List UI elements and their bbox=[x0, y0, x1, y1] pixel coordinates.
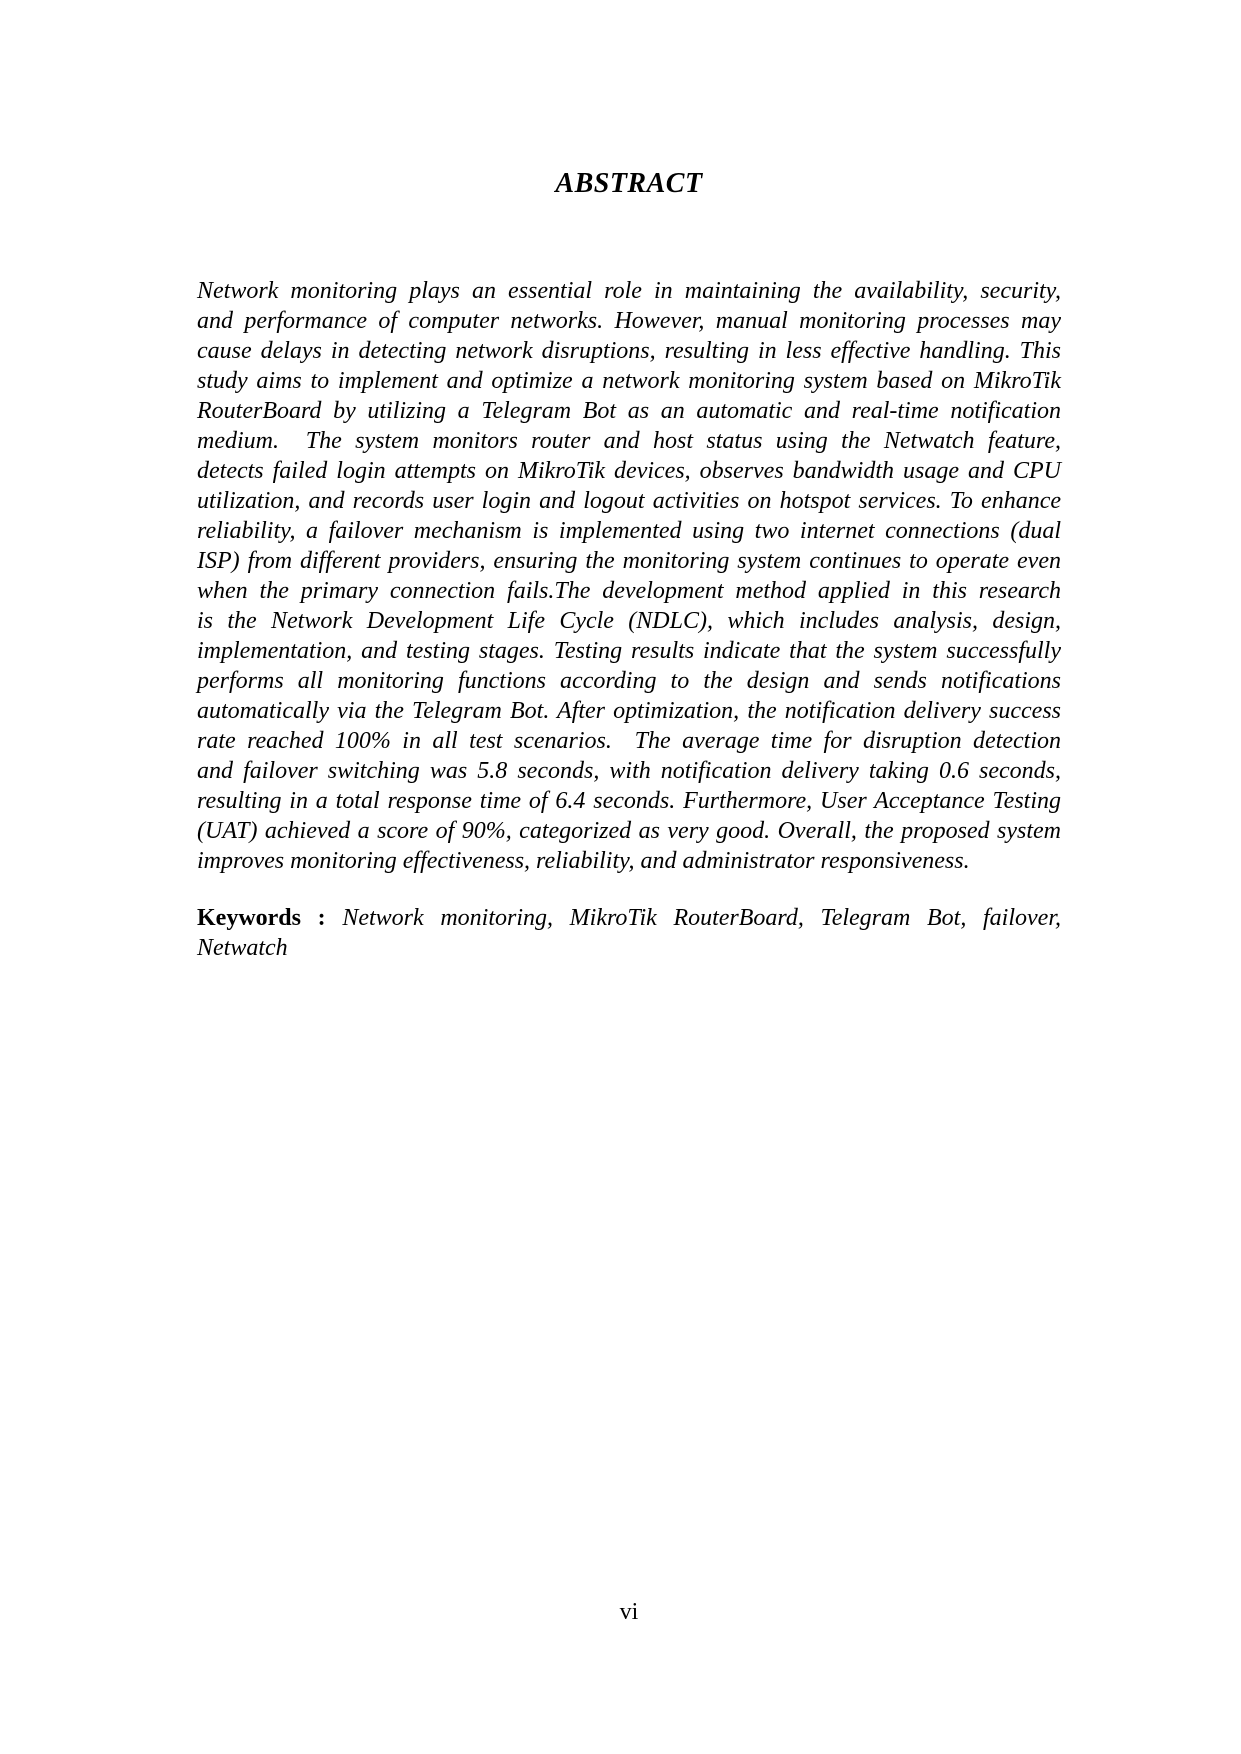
paragraph-line: (UAT) achieved a score of 90%, categorized as very good. Overall, the proposed system bbox=[197, 818, 1061, 844]
paragraph-line: performs all monitoring functions according to the design and sends notifications bbox=[197, 668, 1061, 694]
paragraph-line: reliability, a failover mechanism is implemented using two internet connections (dual bbox=[197, 518, 1061, 544]
keywords-text: Network monitoring, MikroTik RouterBoard, Telegram Bot, failover, bbox=[342, 905, 1061, 931]
abstract-paragraph bbox=[197, 276, 1061, 876]
keywords-text-continued: Netwatch bbox=[197, 935, 288, 961]
keywords-label: Keywords : bbox=[197, 905, 326, 931]
paragraph-line: detects failed login attempts on MikroTik devices, observes bandwidth usage and CPU bbox=[197, 458, 1061, 484]
paragraph-line: study aims to implement and optimize a network monitoring system based on MikroTik bbox=[197, 368, 1061, 394]
paragraph-line: and performance of computer networks. However, manual monitoring processes may bbox=[197, 308, 1061, 334]
page-title: ABSTRACT bbox=[555, 168, 703, 199]
keywords-block bbox=[197, 903, 1061, 963]
paragraph-line: RouterBoard by utilizing a Telegram Bot as an automatic and real-time notification bbox=[197, 398, 1061, 424]
page-number: vi bbox=[619, 1599, 639, 1625]
paragraph-line: when the primary connection fails.The development method applied in this research bbox=[197, 578, 1061, 604]
paragraph-line: resulting in a total response time of 6.4 seconds. Furthermore, User Acceptance Testing bbox=[197, 788, 1061, 814]
paragraph-line: rate reached 100% in all test scenarios. The average time for disruption detection bbox=[197, 728, 1061, 754]
keywords-line-2 bbox=[197, 933, 1061, 963]
paragraph-line: is the Network Development Life Cycle (NDLC), which includes analysis, design, bbox=[197, 608, 1061, 634]
keywords-line-1 bbox=[197, 903, 1061, 933]
paragraph-line: and failover switching was 5.8 seconds, with notification delivery taking 0.6 seconds, bbox=[197, 758, 1061, 784]
paragraph-line: implementation, and testing stages. Testing results indicate that the system successfully bbox=[197, 638, 1061, 664]
paragraph-line: automatically via the Telegram Bot. After optimization, the notification delivery success bbox=[197, 698, 1061, 724]
paragraph-line: medium. The system monitors router and host status using the Netwatch feature, bbox=[197, 428, 1061, 454]
paragraph-line: cause delays in detecting network disruptions, resulting in less effective handling. This bbox=[197, 338, 1061, 364]
paragraph-line: ISP) from different providers, ensuring the monitoring system continues to operate even bbox=[197, 548, 1061, 574]
paragraph-line: improves monitoring effectiveness, reliability, and administrator responsiveness. bbox=[197, 848, 970, 874]
paragraph-line: utilization, and records user login and logout activities on hotspot services. To enhance bbox=[197, 488, 1061, 514]
paragraph-line: Network monitoring plays an essential role in maintaining the availability, security, bbox=[197, 278, 1061, 304]
